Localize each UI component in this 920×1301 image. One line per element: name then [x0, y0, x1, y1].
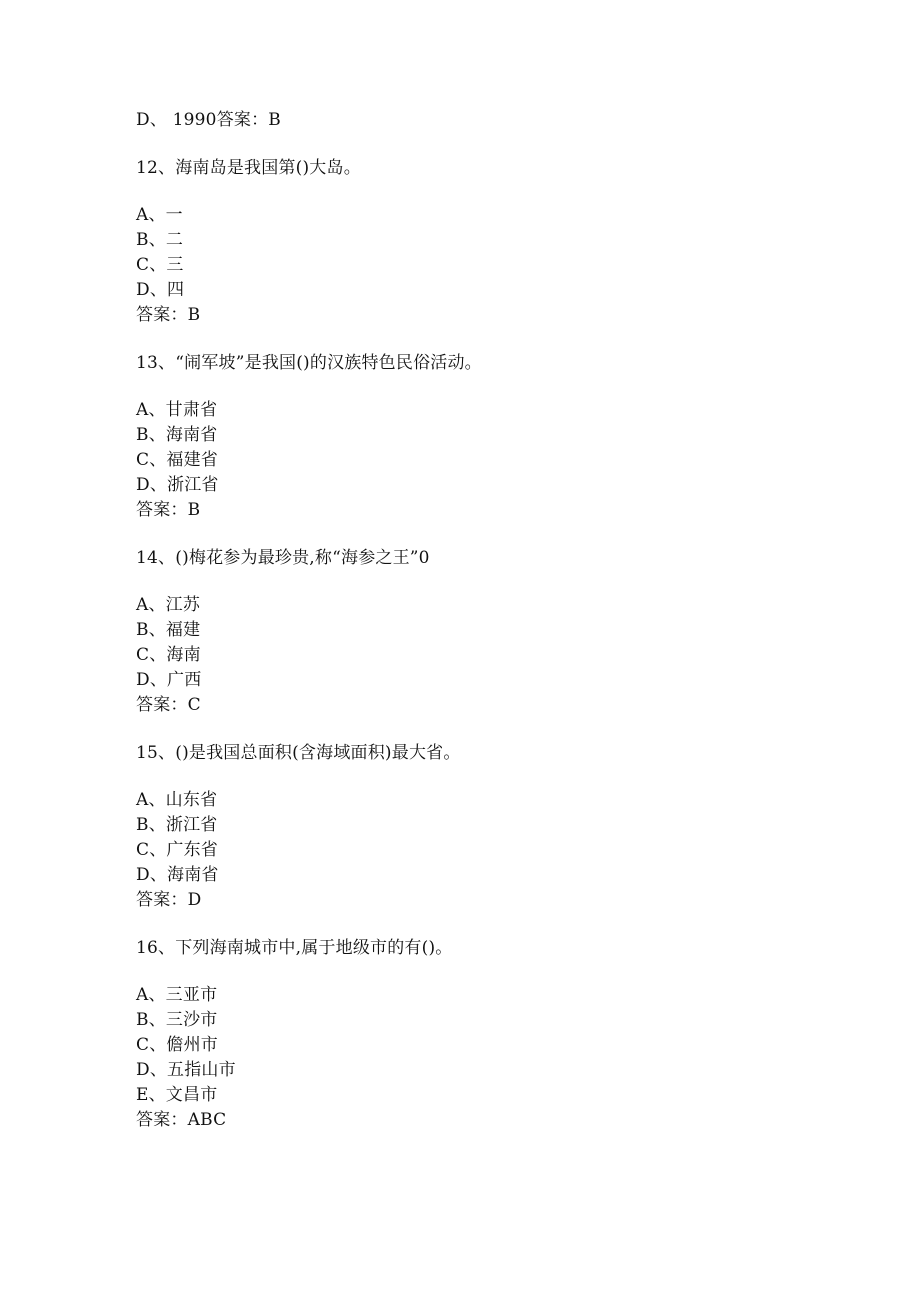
option-b: B、二 — [136, 230, 184, 250]
answer-line: 答案：B — [136, 305, 201, 325]
question-stem: 16、下列海南城市中,属于地级市的有()。 — [136, 938, 453, 958]
answer-line: 答案：C — [136, 695, 201, 715]
option-d: D、五指山市 — [136, 1060, 236, 1080]
answer-line: 答案：D — [136, 890, 202, 910]
document-content — [136, 108, 836, 1133]
option-d: D、海南省 — [136, 865, 219, 885]
option-c: C、福建省 — [136, 450, 219, 470]
option-d: D、浙江省 — [136, 475, 219, 495]
option-c: C、海南 — [136, 645, 201, 665]
question-stem: 12、海南岛是我国第()大岛。 — [136, 158, 361, 178]
option-d: D、广西 — [136, 670, 202, 690]
option-c: C、儋州市 — [136, 1035, 219, 1055]
option-a: A、一 — [136, 205, 183, 225]
question-stem: 14、()梅花参为最珍贵,称“海参之王”0 — [136, 548, 430, 568]
answer-line: 答案：ABC — [136, 1110, 227, 1130]
option-c: C、三 — [136, 255, 184, 275]
option-d: D、四 — [136, 280, 185, 300]
option-a: A、三亚市 — [136, 985, 218, 1005]
option-e: E、文昌市 — [136, 1085, 218, 1105]
answer-line: 答案：B — [136, 500, 201, 520]
option-a: A、山东省 — [136, 790, 218, 810]
option-b: B、浙江省 — [136, 815, 218, 835]
question-stem: 15、()是我国总面积(含海域面积)最大省。 — [136, 743, 461, 763]
option-a: A、甘肃省 — [136, 400, 218, 420]
option-c: C、广东省 — [136, 840, 219, 860]
question-stem: 13、“闹军坡”是我国()的汉族特色民俗活动。 — [136, 353, 482, 373]
option-b: B、福建 — [136, 620, 201, 640]
option-b: B、三沙市 — [136, 1010, 218, 1030]
option-a: A、江苏 — [136, 595, 201, 615]
previous-answer-line: D、 1990答案：B — [136, 110, 281, 130]
option-b: B、海南省 — [136, 425, 218, 445]
